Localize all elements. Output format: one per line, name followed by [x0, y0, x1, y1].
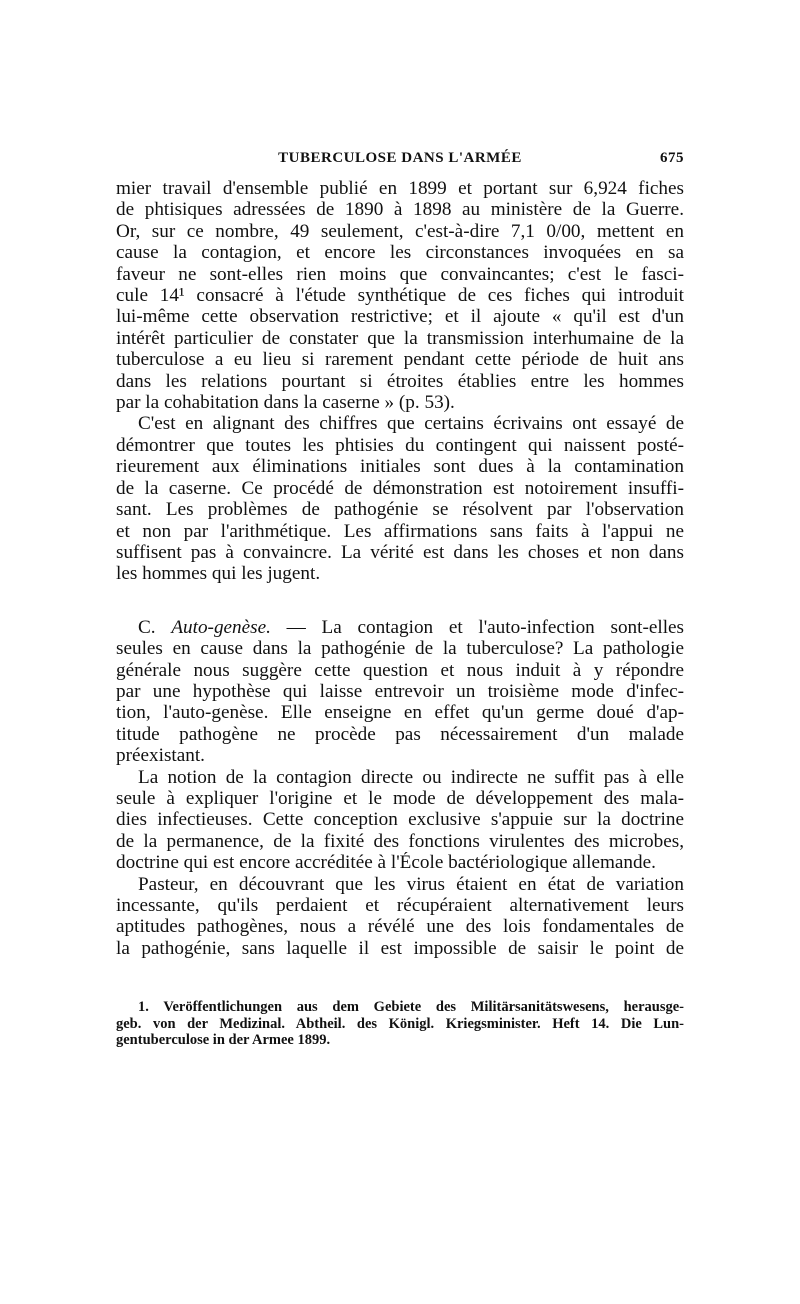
- text-line: les hommes qui les jugent.: [116, 563, 321, 585]
- text-line: intérêt particulier de constater que la transmission interhumaine de la: [116, 327, 684, 349]
- running-title: TUBERCULOSE DANS L'ARMÉE: [278, 150, 522, 166]
- section-first-line: — La contagion et l'auto-infection sont-elles: [286, 616, 684, 638]
- text-line: incessante, qu'ils perdaient et récupéraient alternativement leurs: [116, 895, 684, 916]
- text-line: sant. Les problèmes de pathogénie se résolvent par l'observation: [116, 499, 684, 521]
- text-line: cule 14¹ consacré à l'étude synthétique de ces fiches qui introduit: [116, 285, 684, 307]
- text-line: suffisent pas à convaincre. La vérité est dans les choses et non dans: [116, 541, 684, 563]
- text-line: Or, sur ce nombre, 49 seulement, c'est-à-dire 7,1 0/00, mettent en: [116, 220, 684, 242]
- text-line: titude pathogène ne procède pas nécessairement d'un malade: [116, 723, 684, 745]
- text-line: Pasteur, en découvrant que les virus étaient en état de variation: [138, 873, 684, 895]
- section-heading-line: [116, 617, 684, 638]
- text-line: tion, l'auto-genèse. Elle enseigne en effet qu'un germe doué d'ap-: [116, 702, 684, 724]
- text-line: la pathogénie, sans laquelle il est impossible de saisir le point de: [116, 937, 684, 959]
- text-line: de la caserne. Ce procédé de démonstration est notoirement insuffi-: [116, 477, 684, 499]
- paragraph: [116, 767, 684, 874]
- text-line: par une hypothèse qui laisse entrevoir un troisième mode d'infec-: [116, 680, 684, 702]
- text-line: tuberculose a eu lieu si rarement pendant cette période de huit ans: [116, 349, 684, 371]
- footnote-line: gentuberculose in der Armee 1899.: [116, 1032, 331, 1049]
- book-page: [116, 150, 684, 1049]
- text-line: générale nous suggère cette question et nous induit à y répondre: [116, 659, 684, 681]
- text-line: préexistant.: [116, 745, 205, 767]
- text-line: lui-même cette observation restrictive; et il ajoute « qu'il est d'un: [116, 306, 684, 328]
- text-line: seules en cause dans la pathogénie de la tuberculose? La pathologie: [116, 638, 684, 660]
- text-line: par la cohabitation dans la caserne » (p. 53).: [116, 392, 455, 414]
- text-line: rieurement aux éliminations initiales sont dues à la contamination: [116, 456, 684, 478]
- section-paragraph: [116, 617, 684, 767]
- text-line: aptitudes pathogènes, nous a révélé une des lois fondamentales de: [116, 916, 684, 938]
- text-line: démontrer que toutes les phtisies du contingent qui naissent posté-: [116, 434, 684, 456]
- text-line: La notion de la contagion directe ou indirecte ne suffit pas à elle: [138, 766, 684, 788]
- text-line: doctrine qui est encore accréditée à l'École bactériologique allemande.: [116, 852, 656, 874]
- running-head: [116, 150, 684, 178]
- footnote: [116, 999, 684, 1049]
- text-line: cause la contagion, et encore les circonstances invoquées en sa: [116, 242, 684, 264]
- text-line: C'est en alignant des chiffres que certains écrivains ont essayé de: [138, 413, 684, 435]
- paragraph: [116, 413, 684, 584]
- footnote-line: geb. von der Medizinal. Abtheil. des Königl. Kriegsminister. Heft 14. Die Lun-: [116, 1015, 684, 1032]
- paragraph: [116, 874, 684, 960]
- section-title: Auto-genèse.: [171, 616, 271, 638]
- text-line: et non par l'arithmétique. Les affirmations sans faits à l'appui ne: [116, 520, 684, 542]
- text-line: mier travail d'ensemble publié en 1899 et portant sur 6,924 fiches: [116, 178, 684, 199]
- text-line: dans les relations pourtant si étroites établies entre les hommes: [116, 370, 684, 392]
- text-line: faveur ne sont-elles rien moins que convaincantes; c'est le fasci-: [116, 263, 684, 285]
- text-line: seule à expliquer l'origine et le mode de développement des mala-: [116, 787, 684, 809]
- section-label: C.: [138, 616, 156, 638]
- text-line: de phtisiques adressées de 1890 à 1898 au ministère de la Guerre.: [116, 199, 684, 221]
- footnote-line: 1. Veröffentlichungen aus dem Gebiete des Militärsanitätswesens, herausge-: [138, 999, 684, 1016]
- text-line: de la permanence, de la fixité des fonctions virulentes des microbes,: [116, 830, 684, 852]
- page-number: 675: [660, 150, 684, 166]
- text-line: dies infectieuses. Cette conception exclusive s'appuie sur la doctrine: [116, 809, 684, 831]
- section-gap: [116, 585, 684, 617]
- paragraph-continuation: [116, 178, 684, 413]
